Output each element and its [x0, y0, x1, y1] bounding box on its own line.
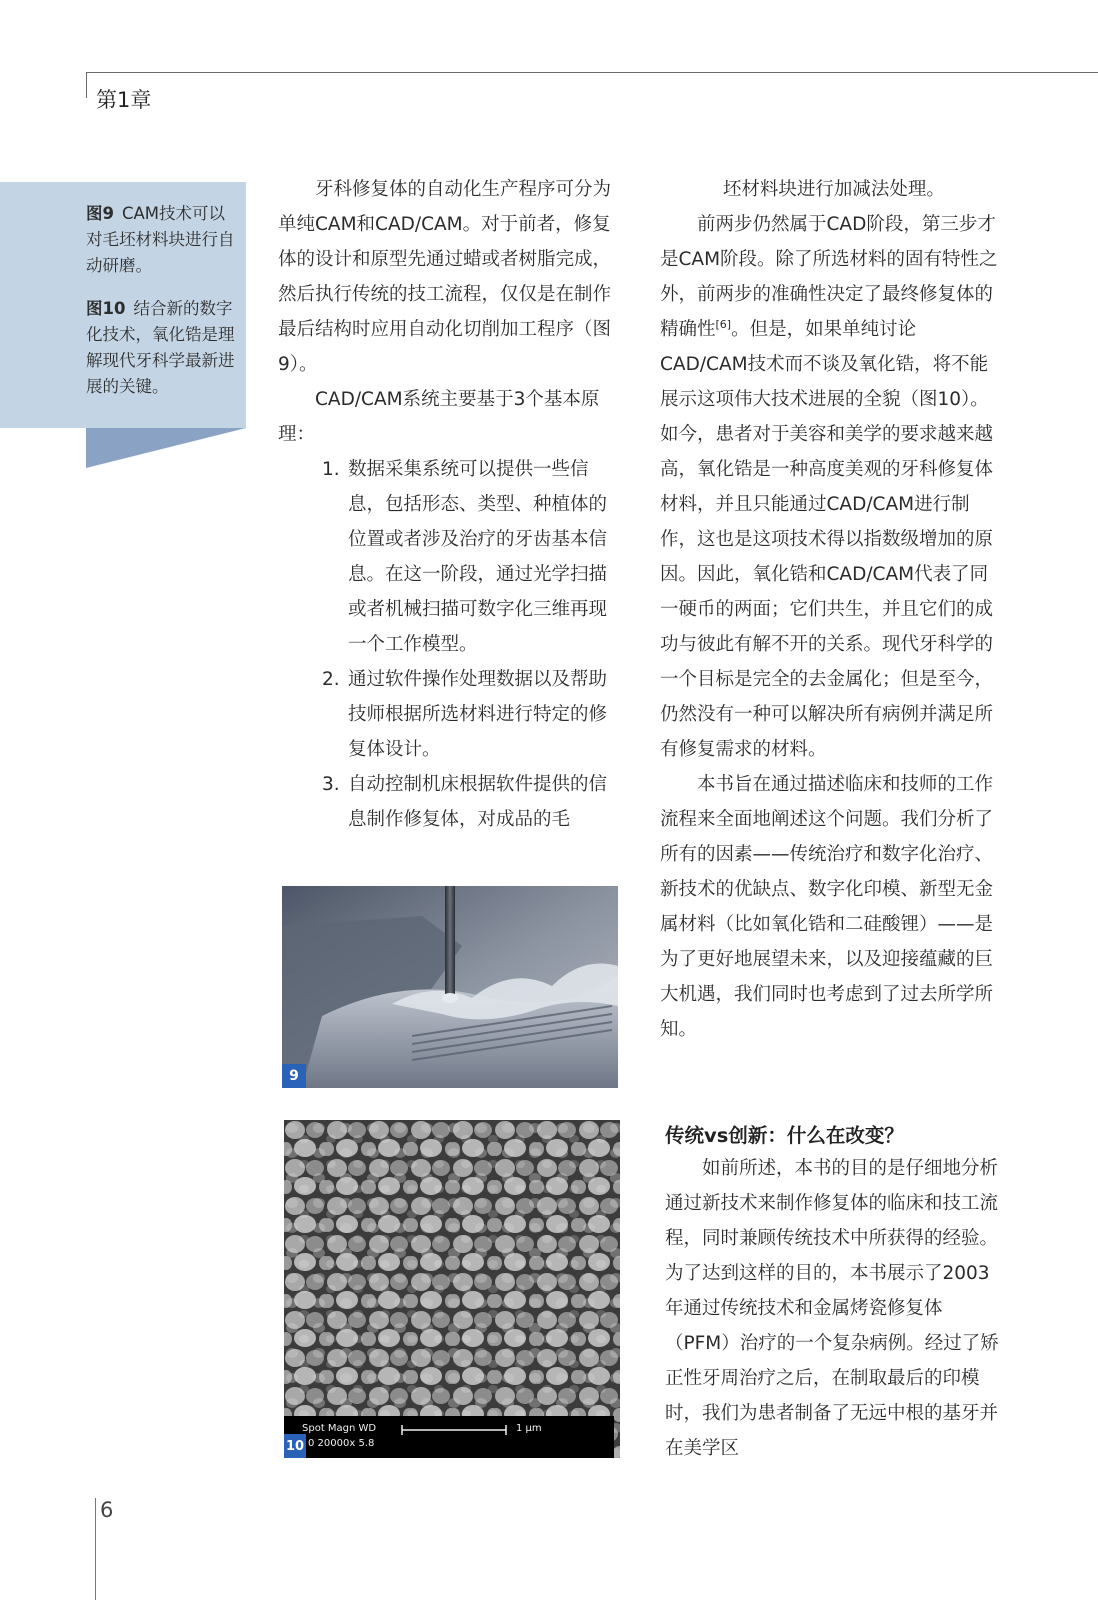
header-rule	[86, 72, 1098, 73]
sem-micrograph-graphic	[284, 1120, 620, 1458]
scalebar-unit: 1 μm	[516, 1423, 542, 1434]
list-item	[278, 767, 618, 837]
scalebar-label-bottom: 0 20000x 5.8	[308, 1438, 375, 1449]
figure-10-caption	[86, 296, 238, 400]
list-item-text: 自动控制机床根据软件提供的信息制作修复体，对成品的毛	[348, 774, 608, 830]
figure-10-number: 10	[284, 1434, 306, 1458]
list-item	[278, 662, 618, 767]
milling-photo-graphic	[282, 886, 618, 1088]
paragraph-traditional-vs-innovation: 如前所述，本书的目的是仔细地分析通过新技术来制作修复体的临床和技工流程，同时兼顾传统技术中所获得的经验。为了达到这样的目的，本书展示了2003年通过传统技术和金属烤瓷修复体（PFM）治疗的一个复杂病例。经过了矫正性牙周治疗之后，在制取最后的印模时，我们为患者制备了无远中根的基牙并在美学区	[665, 1158, 999, 1459]
middle-column	[278, 172, 618, 837]
caption-panel-tail	[86, 428, 246, 468]
figure-9-caption	[86, 201, 238, 279]
figure-9-caption-label: 图9	[86, 204, 114, 223]
principles-list	[278, 452, 618, 837]
list-item-number: 3.	[322, 774, 340, 795]
list-item-text: 通过软件操作处理数据以及帮助技师根据所选材料进行特定的修复体设计。	[348, 669, 608, 760]
paragraph-cad-cam-zirconia	[660, 207, 1000, 767]
page-number: 6	[100, 1498, 114, 1522]
chapter-label: 第1章	[96, 88, 152, 112]
citation-reference: [6]	[715, 317, 732, 331]
list-item-number: 2.	[322, 669, 340, 690]
footer-rule	[95, 1498, 96, 1600]
paragraph-book-purpose: 本书旨在通过描述临床和技师的工作流程来全面地阐述这个问题。我们分析了所有的因素——传统治疗和数字化治疗、新技术的优缺点、数字化印模、新型无金属材料（比如氧化锆和二硅酸锂）——是为了更好地展望未来，以及迎接蕴藏的巨大机遇，我们同时也考虑到了过去所学所知。	[660, 774, 994, 1040]
list-item	[278, 452, 618, 662]
right-column-section	[665, 1151, 1001, 1466]
section-heading: 传统vs创新：什么在改变？	[665, 1124, 904, 1147]
paragraph-principles-intro: CAD/CAM系统主要基于3个基本原理：	[278, 389, 600, 445]
right-column	[660, 172, 1000, 1047]
figure-10-caption-text: 结合新的数字化技术，氧化锆是理解现代牙科学最新进展的关键。	[86, 299, 235, 396]
figure-9-number: 9	[282, 1064, 306, 1088]
paragraph-text-part-2: 。但是，如果单纯讨论CAD/CAM技术而不谈及氧化锆，将不能展示这项伟大技术进展的全貌（图10）。如今，患者对于美容和美学的要求越来越高，氧化锆是一种高度美观的牙科修复体材料，并且只能通过CAD/CAM进行制作，这也是这项技术得以指数级增加的原因。因此，氧化锆和CAD/CAM代表了同一硬币的两面；它们共生，并且它们的成功与彼此有解不开的关系。现代牙科学的一个目标是完全的去金属化；但是至今，仍然没有一种可以解决所有病例并满足所有修复需求的材料。	[660, 319, 994, 760]
list-item-text: 数据采集系统可以提供一些信息，包括形态、类型、种植体的位置或者涉及治疗的牙齿基本信息。在这一阶段，通过光学扫描或者机械扫描可数字化三维再现一个工作模型。	[348, 459, 608, 655]
paragraph-continuation: 坯材料块进行加减法处理。	[722, 179, 945, 200]
figure-10-sem-micrograph	[284, 1120, 620, 1458]
list-item-number: 1.	[322, 459, 340, 480]
figure-9-milling-photo	[282, 886, 618, 1088]
figure-10-caption-label: 图10	[86, 299, 126, 318]
paragraph-automation: 牙科修复体的自动化生产程序可分为单纯CAM和CAD/CAM。对于前者，修复体的设计和原型先通过蜡或者树脂完成，然后执行传统的技工流程，仅仅是在制作最后结构时应用自动化切削加工程序（图9）。	[278, 179, 612, 375]
scalebar-label-top: Spot Magn WD	[302, 1423, 377, 1434]
paragraph-text-part-1: 前两步仍然属于CAD阶段，第三步才是CAM阶段。除了所选材料的固有特性之外，前两步的准确性决定了最终修复体的精确性	[660, 214, 998, 340]
figure-9-caption-text: CAM技术可以对毛坯材料块进行自动研磨。	[86, 204, 235, 275]
header-tick	[86, 72, 87, 98]
